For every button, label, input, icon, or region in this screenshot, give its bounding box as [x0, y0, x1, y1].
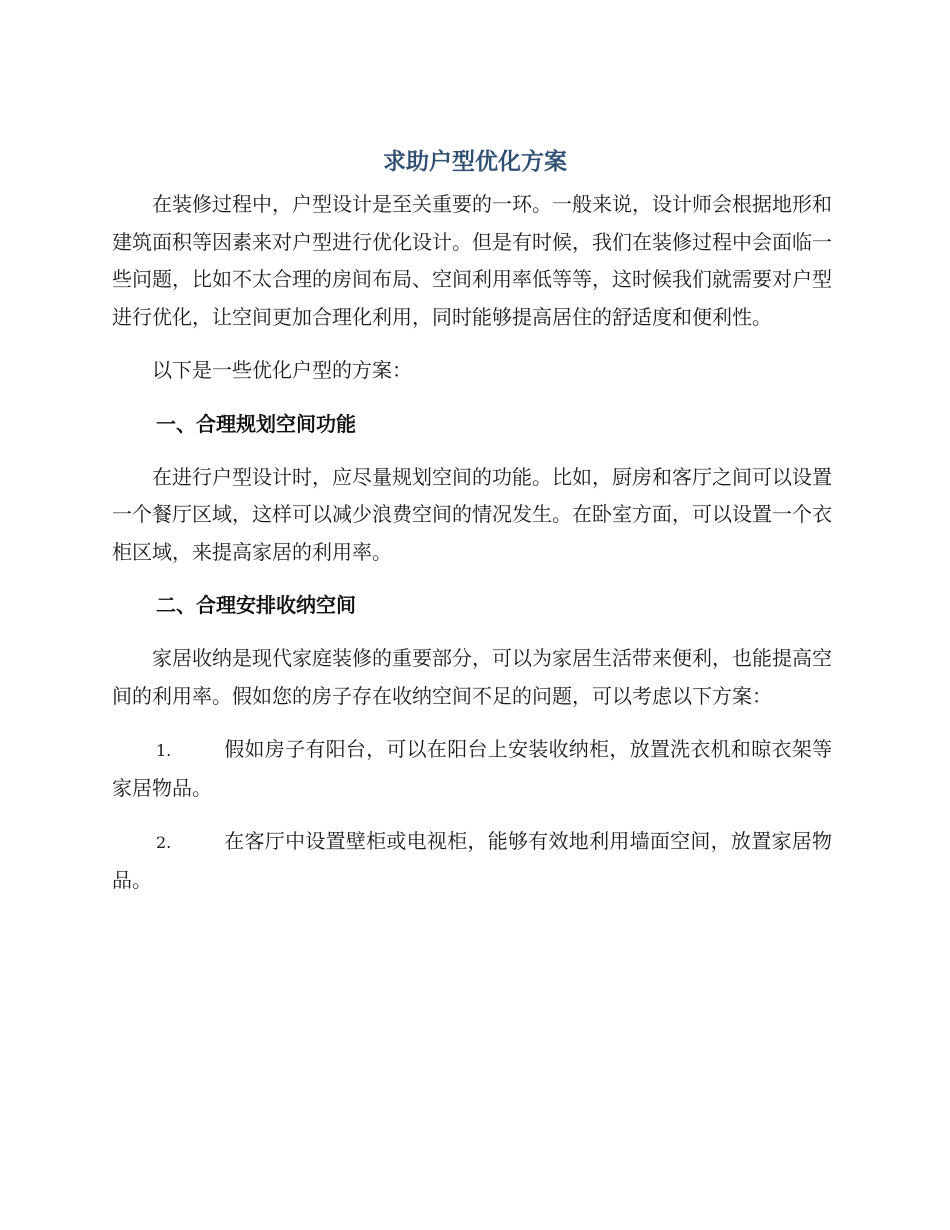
- section-body-space-function: 在进行户型设计时，应尽量规划空间的功能。比如，厨房和客厅之间可以设置一个餐厅区域，这样可以减少浪费空间的情况发生。在卧室方面，可以设置一个衣柜区域，来提高家居的利用率。: [112, 464, 832, 564]
- document-body: [112, 186, 832, 915]
- section-heading-space-function: 一、合理规划空间功能: [156, 411, 356, 436]
- list-item: [112, 823, 832, 899]
- page-title: 求助户型优化方案: [383, 149, 567, 175]
- section-heading-storage: 二、合理安排收纳空间: [156, 593, 356, 617]
- list-item-text: 在客厅中设置壁柜或电视柜，能够有效地利用墙面空间，放置家居物品。: [112, 829, 832, 892]
- list-item-text: 假如房子有阳台，可以在阳台上安装收纳柜，放置洗衣机和晾衣架等家居物品。: [112, 737, 832, 800]
- list-item-number: 1.: [156, 741, 172, 760]
- intro-paragraph: 在装修过程中，户型设计是至关重要的一环。一般来说，设计师会根据地形和建筑面积等因素来对户型进行优化设计。但是有时候，我们在装修过程中会面临一些问题，比如不太合理的房间布局、空间利用率低等等，这时候我们就需要对户型进行优化，让空间更加合理化利用，同时能够提高居住的舒适度和便利性。: [112, 192, 832, 329]
- lead-paragraph: 以下是一些优化户型的方案：: [152, 358, 412, 382]
- list-item-number: 2.: [156, 833, 172, 852]
- list-item: [112, 731, 832, 807]
- section-body-storage: 家居收纳是现代家庭装修的重要部分，可以为家居生活带来便利，也能提高空间的利用率。假如您的房子存在收纳空间不足的问题，可以考虑以下方案：: [112, 646, 832, 708]
